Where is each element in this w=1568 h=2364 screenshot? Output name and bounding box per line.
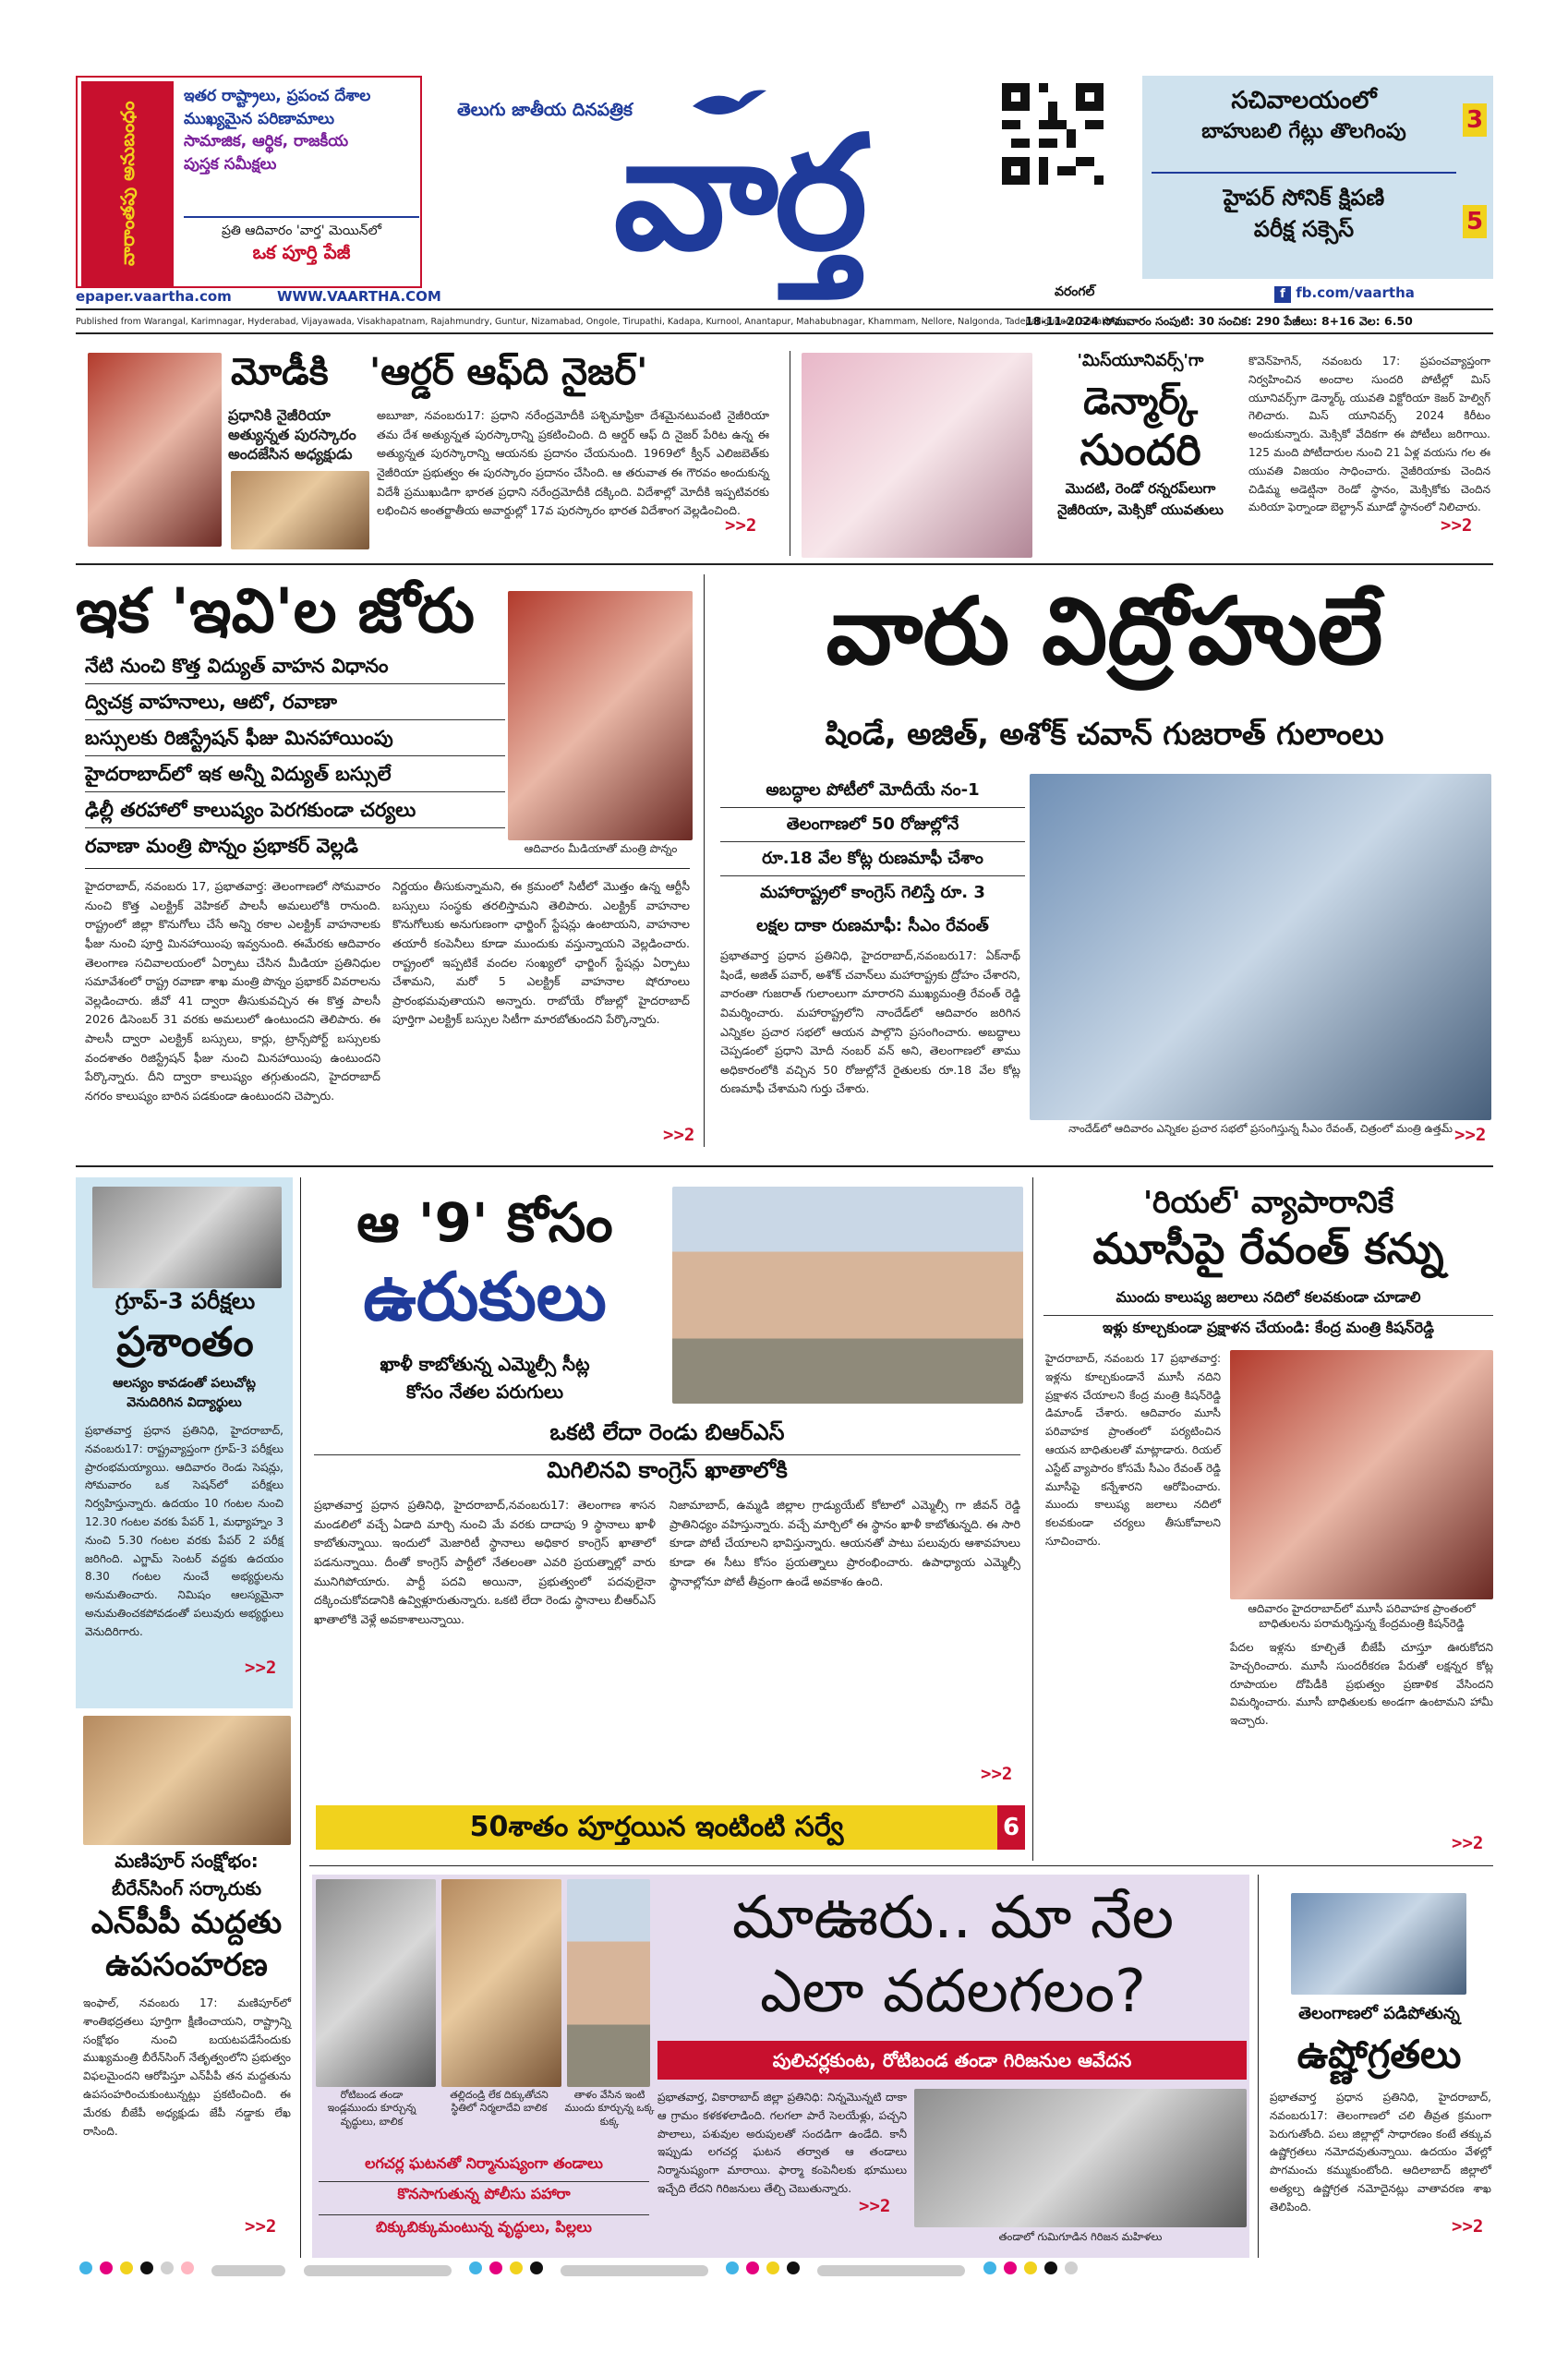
continued-marker[interactable]: >>2	[245, 1658, 277, 1678]
continued-marker[interactable]: >>2	[1452, 2216, 1484, 2237]
mlc-headline-b: ఉరుకులు	[363, 1258, 607, 1335]
continued-marker[interactable]: >>2	[1441, 515, 1473, 536]
musi-sub1: ముందు కాలుష్య జలాలు నదిలో కలవకుండా చూడాలి	[1043, 1288, 1493, 1316]
exam-photo	[92, 1187, 282, 1288]
ponnam-photo	[508, 591, 693, 840]
manipur-headline-a: మణిపూర్ సంక్షోభం:	[115, 1850, 259, 1872]
tanda-photo-1	[316, 1879, 436, 2087]
promo-line: ఇతర రాష్ట్రాలు, ప్రపంచ దేశాల	[184, 87, 371, 105]
lead-point: లక్షల దాకా రుణమాఫీ: సీఎం రేవంత్	[756, 916, 989, 935]
modi-headline-b: 'ఆర్డర్ ఆఫ్‌ది నైజర్'	[369, 351, 648, 393]
lead-photo-caption: నాందేడ్‌లో ఆదివారం ఎన్నికల ప్రచార సభలో ప్రసంగిస్తున్న సీఎం రేవంత్, చిత్రంలో మంత్రి ఉత్తమ్	[1068, 1122, 1453, 1135]
manipur-photo	[83, 1716, 291, 1845]
survey-page-number: 6	[997, 1805, 1025, 1850]
modi-body: అబూజా, నవంబరు17: ప్రధాని నరేంద్రమోదీకి పశ్చిమాఫ్రికా దేశమైనటువంటి నైజీరియా తమ దేశ అత్యున్నత పురస్కారాన్ని ప్రకటించింది. ది ఆర్డర్ ఆఫ్ ది నైజర్ పేరిట ఉన్న ఈ అత్యున్నత పురస్కారాన్ని ఆయనకు ప్రదానం చేయనుంది. 1969లో క్వీన్ ఎలిజబెత్‌కు నైజీరియా ప్రభుత్వం ఈ పురస్కారం ప్రదానం చేసింది. ఆ తరువాత ఈ గౌరవం అందుకున్న విదేశీ ప్రముఖుడిగా భారత ప్రధాని నరేంద్రమోదీకి దక్కింది. విదేశాల్లో మోదీకి ఇప్పటివరకు లభించిన అంతర్జాతీయ అవార్డుల్లో 17వ పురస్కారం భారత విదేశాంగ వెల్లడించింది.	[377, 408, 769, 518]
maa-caption-2: తల్లిదండ్రి లేక దిక్కుతోచని స్థితిలో నిర్మలాదేవి బాలిక	[450, 2089, 549, 2115]
promo-line: ముఖ్యమైన పరిణామాలు	[184, 109, 334, 128]
website-url[interactable]: WWW.VAARTHA.COM	[277, 288, 441, 305]
modi-headline-a: మోడీకి	[231, 351, 329, 393]
masthead-tagline: తెలుగు జాతీయ దినపత్రిక	[457, 100, 633, 120]
teaser-line: పరీక్ష సక్సెస్	[1253, 216, 1355, 242]
group3-headline-b: ప్రశాంతం	[116, 1319, 254, 1366]
survey-text: 50శాతం పూర్తయిన ఇంటింటి సర్వే	[469, 1811, 844, 1843]
maa-sub: పులిచర్లకుంట, రోటిబండ తండా గిరిజనుల ఆవేదన	[657, 2041, 1247, 2080]
dateline: 18-11-2024 సోమవారం సంపుటి: 30 సంచిక: 290 పేజీలు: 8+16 వెల: 6.50	[1025, 314, 1413, 328]
ev-headline: ఇక 'ఇవి'ల జోరు	[76, 575, 476, 646]
miss-headline-b: సుందరి	[1080, 425, 1201, 475]
musi-body-col2: పేదల ఇళ్లను కూల్చితే బీజేపీ చూస్తూ ఊరుకోదని హెచ్చరించారు. మూసీ సుందరీకరణ పేరుతో లక్షన్నర కోట్ల రూపాయల దోపిడీకి ప్రభుత్వం ప్రణాళిక వేసిందని విమర్శించారు. మూసీ బాధితులకు అండగా ఉంటామని హామీ ఇచ్చారు.	[1230, 1641, 1493, 1728]
group3-headline-a: గ్రూప్-3 పరీక్షలు	[115, 1288, 256, 1314]
musi-headline: మూసీపై రేవంత్ కన్ను	[1092, 1224, 1444, 1273]
ev-body-col2: నిర్ణయం తీసుకున్నామని, ఈ క్రమంలో సిటీలో మొత్తం ఉన్న ఆర్టీసీ బస్సులు సంస్థకు తరలిస్తామని తెలిపారు. ఎలక్ట్రిక్ వాహనాల కొనుగోలుకు అనుగుణంగా ఛార్జింగ్ స్టేషన్లు ఉంటాయని, వాహనాల తయారీ కంపెనీలు కూడా ముందుకు వస్తున్నాయని వెల్లడించారు. రాష్ట్రంలో ఇప్పటికే వందల సంఖ్యలో ఛార్జింగ్ స్టేషన్లు ఏర్పాటు చేశామని, మరో 5 ఎలక్ట్రిక్ వాహనాల షోరూంలు ప్రారంభమవుతాయని అన్నారు. రాబోయే రోజుల్లో హైదరాబాద్ పూర్తిగా ఎలక్ట్రిక్ బస్సుల సిటీగా మారబోతుందని పేర్కొన్నారు.	[392, 879, 690, 1027]
lead-body-col1: ప్రభాతవార్త ప్రధాన ప్రతినిధి, హైదరాబాద్,నవంబరు17: ఏక్‌నాథ్ షిండే, అజిత్ పవార్, అశోక్ చవాన్‌లు మహారాష్ట్రకు ద్రోహం చేశారని, వారంతా గుజరాత్ గులాంలుగా మారారని ముఖ్యమంత్రి రేవంత్ రెడ్డి విమర్శించారు. మహారాష్ట్రలోని నాందేడ్‌లో ఆదివారం జరిగిన ఎన్నికల ప్రచార సభలో ఆయన పాల్గొని ప్రసంగించారు. అబద్ధాలు చెప్పడంలో ప్రధాని మోదీ నంబర్ వన్ అని, తెలంగాణలో తాము అధికారంలోకి వచ్చిన 50 రోజుల్లోనే రైతులకు రూ.18 వేల కోట్ల రుణమాఫీ చేశామని గుర్తు చేశారు.	[720, 948, 1020, 1096]
miss-body: కొవెన్‌హెగెన్, నవంబరు 17: ప్రపంచవ్యాప్తంగా నిర్వహించిన అందాల సుందరి పోటీల్లో మిస్ యూనివర్స్‌గా డెన్మార్క్ యువతి విక్టోరియా కెజర్ హెల్విగ్ గెలిచారు. మిస్ యూనివర్స్ 2024 కిరీటం అందుకున్నారు. మెక్సికో వేదికగా ఈ పోటీలు జరిగాయి. 125 మంది పోటీదారుల నుంచి 21 ఏళ్ల వయసు గల ఈ యువతి విజయం సాధించారు. నైజీరియాకు చెందిన చిడిమ్మ అడెట్షినా రెండో స్థానం, మెక్సికోకు చెందిన మరియా ఫెర్నాండా బెల్ట్రాన్ మూడో స్థానంలో నిలిచారు.	[1248, 355, 1490, 514]
teaser-line: బాహుబలి గేట్లు తొలగింపు	[1201, 120, 1406, 143]
mlc-sub4: మిగిలినవి కాంగ్రెస్ ఖాతాలోకి	[547, 1457, 788, 1483]
mlc-sub1: ఖాళీ కాబోతున్న ఎమ్మెల్సీ సీట్ల	[380, 1353, 590, 1375]
teaser-line: సచివాలయంలో	[1231, 87, 1377, 115]
promo-line: సామాజిక, ఆర్థిక, రాజకీయ	[184, 132, 349, 151]
lead-headline: వారు విద్రోహులే	[826, 577, 1383, 685]
maa-caption-1: రోటిబండ తండా ఇండ్లముందు కూర్చున్న వృద్ధులు, బాలిక	[327, 2089, 416, 2128]
maa-red-3: బిక్కుబిక్కుమంటున్న వృద్ధులు, పిల్లలు	[319, 2214, 649, 2239]
ev-bullet: ఢిల్లీ తరహాలో కాలుష్యం పెరగకుండా చర్యలు	[85, 792, 505, 828]
teaser-page-number: 5	[1463, 205, 1487, 238]
group3-sub: ఆలస్యం కావడంతో పలుచోట్ల వెనుదిరిగిన విద్యార్థులు	[113, 1376, 256, 1410]
sunday-promo-box	[76, 76, 422, 288]
maa-red-1: లగచర్ల ఘటనతో నిర్మానుష్యంగా తండాలు	[365, 2154, 603, 2172]
maa-caption-3: తాళం వేసిన ఇంటి ముందు కూర్చున్న ఒక్క కుక్క	[564, 2089, 655, 2128]
ev-photo-caption: ఆదివారం మీడియాతో మంత్రి పొన్నం	[524, 842, 678, 855]
continued-marker[interactable]: >>2	[981, 1764, 1013, 1784]
manipur-headline-d: ఉపసంహరణ	[105, 1947, 268, 1984]
cold-kicker: తెలంగాణలో పడిపోతున్న	[1298, 2004, 1460, 2023]
tanda-photo-3	[567, 1879, 650, 2087]
miss-kicker: 'మిస్‌యూనివర్స్'గా	[1077, 351, 1204, 370]
ev-bullet: నేటి నుంచి కొత్త విద్యుత్ వాహన విధానం	[85, 648, 505, 684]
mlc-body-col2: నిజామాబాద్, ఉమ్మడి జిల్లాల గ్రాడ్యుయేట్ కోటాలో ఎమ్మెల్సీ గా జీవన్ రెడ్డి ప్రాతినిధ్యం వహిస్తున్నారు. వచ్చే మార్చిలో ఈ స్థానం ఖాళీ కాబోతున్నది. ఈ సారి కూడా పోటీ చేయాలని భావిస్తున్నారు. ఆయనతో పాటు పలువురు ఆశావహులు కూడా ఈ సీటు కోసం ప్రయత్నాలు ప్రారంభించారు. ఉపాధ్యాయ ఎమ్మెల్సీ స్థానాల్లోనూ పోటీ తీవ్రంగా ఉండే అవకాశం ఉంది.	[669, 1498, 1020, 1588]
winter-photo	[1291, 1893, 1466, 1995]
continued-marker[interactable]: >>2	[1452, 1833, 1484, 1853]
mlc-body-col1: ప్రభాతవార్త ప్రధాన ప్రతినిధి, హైదరాబాద్,నవంబరు17: తెలంగాణ శాసన మండలిలో వచ్చే ఏడాది మార్చి నుంచి మే వరకు దాదాపు 9 స్థానాలు ఖాళీ కాబోతున్నాయి. ఇందులో మెజారిటీ స్థానాలు అధికార కాంగ్రెస్ ఖాతాలో పడనున్నాయి. దీంతో కాంగ్రెస్ పార్టీలో నేతలంతా ఎవరి ప్రయత్నాల్లో వారు మునిగిపోయారు. పార్టీ పదవి అయినా, ప్రభుత్వంలో పదవులైనా దక్కించుకోవడానికి ఉవ్విళ్లూరుతున్నారు. ఒకటి లేదా రెండు స్థానాలు బీఆర్ఎస్ ఖాతాలోకి వెళ్లే అవకాశాలున్నాయి.	[314, 1498, 656, 1626]
continued-marker[interactable]: >>2	[663, 1125, 695, 1145]
maa-photo-caption: తండాలో గుమిగూడిన గిరిజన మహిళలు	[998, 2230, 1163, 2243]
musi-photo-caption: ఆదివారం హైదరాబాద్‌లో మూసీ పరివాహక ప్రాంతంలో బాధితులను పరామర్శిస్తున్న కేంద్రమంత్రి కిషన్‌రెడ్డి	[1248, 1602, 1476, 1630]
mlc-headline-a: ఆ '9' కోసం	[356, 1191, 613, 1254]
mlc-sub2: కోసం నేతల పరుగులు	[405, 1381, 563, 1403]
lead-point: రూ.18 వేల కోట్ల రుణమాఫీ చేశాం	[720, 842, 1025, 876]
cold-body: ప్రభాతవార్త ప్రధాన ప్రతినిధి, హైదరాబాద్, నవంబరు17: తెలంగాణలో చలి తీవ్రత క్రమంగా పెరుగుతోంది. పలు జిల్లాల్లో సాధారణం కంటే తక్కువ ఉష్ణోగ్రతలు నమోదవుతున్నాయి. ఉదయం వేళల్లో పొగమంచు కమ్ముకుంటోంది. ఆదిలాబాద్ జిల్లాలో అత్యల్ప ఉష్ణోగ్రత నమోదైనట్లు వాతావరణ శాఖ తెలిపింది.	[1270, 2091, 1491, 2213]
ev-bullet: హైదరాబాద్‌లో ఇక అన్నీ విద్యుత్ బస్సులే	[85, 756, 505, 792]
teaser-page-number: 3	[1463, 103, 1487, 137]
promo-bottom: ప్రతి ఆదివారం 'వార్త' మెయిన్‌లో	[221, 223, 382, 238]
manipur-headline-c: ఎన్‌పీపీ మద్దతు	[90, 1904, 283, 1941]
survey-banner[interactable]	[316, 1805, 997, 1850]
maa-red-2: కొనసాగుతున్న పోలీసు పహారా	[319, 2181, 649, 2206]
continued-marker[interactable]: >>2	[1454, 1125, 1487, 1145]
qr-code-icon[interactable]	[1002, 83, 1104, 185]
lead-subhead: షిండే, అజిత్, అశోక్ చవాన్ గుజరాత్ గులాంలు	[825, 716, 1384, 752]
manipur-body: ఇంఫాల్, నవంబరు 17: మణిపూర్‌లో శాంతిభద్రతలు పూర్తిగా క్షీణించాయని, రాష్ట్రాన్ని సంక్షోభం నుంచి బయటపడేసేందుకు ముఖ్యమంత్రి బీరేన్‌సింగ్ నేతృత్వంలోని ప్రభుత్వం విఫలమైందని ఆరోపిస్తూ ఎన్‌పీపీ తన మద్దతును ఉపసంహరించుకుంటున్నట్లు ప్రకటించింది. ఈ మేరకు బీజేపీ అధ్యక్షుడు జేపీ నడ్డాకు లేఖ రాసింది.	[83, 1996, 291, 2138]
cold-headline: ఉష్ణోగ్రతలు	[1297, 2032, 1462, 2077]
maa-headline-b: ఎలా వదలగలం?	[759, 1958, 1147, 2026]
council-building-photo	[672, 1187, 1023, 1404]
ev-bullet: ద్విచక్ర వాహనాలు, ఆటో, రవాణా	[85, 684, 505, 720]
promo-line: పుస్తక సమీక్షలు	[184, 154, 277, 174]
lead-point: అబద్ధాల పోటీలో మోదీయే నం-1	[720, 774, 1025, 808]
continued-marker[interactable]: >>2	[859, 2196, 891, 2216]
maa-body: ప్రభాతవార్త, వికారాబాద్ జిల్లా ప్రతినిధి: నిన్నమొన్నటి దాకా ఆ గ్రామం కళకళలాడింది. గలగలా పారే సెలయేళ్లు, పచ్చని పొలాలు, పశువుల అరుపులతో సందడిగా ఉండేది. కానీ ఇప్పుడు లగచర్ల ఘటన తర్వాత ఆ తండాలు నిర్మానుష్యంగా మారాయి. ఫార్మా కంపెనీలకు భూములు ఇచ్చేది లేదని గిరిజనులు తేల్చి చెబుతున్నారు.	[657, 2091, 907, 2195]
facebook-url[interactable]: fb.com/vaartha	[1296, 284, 1415, 301]
facebook-icon: f	[1274, 286, 1291, 303]
published-from: Published from Warangal, Karimnagar, Hyderabad, Vijayawada, Visakhapatnam, Rajahmundry, Guntur, Nizamabad, Ongole, Tirupathi, Kadapa, Kurnool, Anantapur, Mahabubnagar, Khammam, Nellore, Nalgonda, Tadepalligudem, Srikakulam	[76, 317, 1129, 327]
teaser-line: హైపర్ సోనిక్ క్షిపణి	[1223, 185, 1385, 211]
promo-bottom-strong: ఒక పూర్తి పేజీ	[252, 241, 351, 263]
miss-sub: మొదటి, రెండో రన్నరప్‌లుగా నైజీరియా, మెక్సికో యువతులు	[1057, 480, 1224, 518]
maa-headline-a: మాఊరు.. మా నేల	[731, 1884, 1175, 1952]
musi-kicker: 'రియల్' వ్యాపారానికే	[1142, 1184, 1394, 1220]
modi-photo	[88, 353, 222, 547]
musi-sub2: ఇళ్లు కూల్చకుండా ప్రక్షాళన చేయండి: కేంద్ర మంత్రి కిషన్‌రెడ్డి	[1103, 1319, 1434, 1336]
sunday-banner: వారాంతపు అనుబంధం	[81, 81, 174, 286]
ev-body-col1: హైదరాబాద్, నవంబరు 17, ప్రభాతవార్త: తెలంగాణలో సోమవారం నుంచి కొత్త ఎలక్ట్రిక్ వెహికల్ పాలసీ అమలులోకి రానుంది. రాష్ట్రంలో జిల్లా కొనుగోలు చేసే అన్ని రకాల ఎలక్ట్రిక్ వాహనాలకు ఫీజు నుంచి పూర్తి మినహాయింపు ఇవ్వనుంది. ఈమేరకు ఆదివారం తెలంగాణ సచివాలయంలో ఏర్పాటు చేసిన మీడియా ప్రతినిధుల సమావేశంలో రాష్ట్ర రవాణా శాఖ మంత్రి పొన్నం ప్రభాకర్ వివరాలను వెల్లడించారు. జీవో 41 ద్వారా తీసుకువచ్చిన ఈ కొత్త పాలసీ 2026 డిసెంబర్ 31 వరకు అమలులో ఉంటుందని తెలిపారు. ఈ పాలసీ ద్వారా ఎలక్ట్రిక్ బస్సులు, కార్లు, ట్రాన్స్‌పోర్ట్ బస్సులకు వందశాతం రిజిస్ట్రేషన్ ఫీజు నుంచి మినహాయింపు ఉంటుందని పేర్కొన్నారు. దీని ద్వారా కాలుష్యం తగ్గుతుందని, హైదరాబాద్ నగరం కాలుష్యం బారిన పడకుండా ఉంటుందని చెప్పారు.	[85, 879, 380, 1103]
kishan-reddy-photo	[1230, 1350, 1493, 1599]
lead-point: తెలంగాణలో 50 రోజుల్లోనే	[720, 808, 1025, 842]
ev-bullet: బస్సులకు రిజిస్ట్రేషన్ ఫీజు మినహాయింపు	[85, 720, 505, 756]
musi-body-col1: హైదరాబాద్, నవంబరు 17 ప్రభాతవార్త: ఇళ్లను కూల్చకుండానే మూసీ నదిని ప్రక్షాళన చేయాలని కేంద్ర మంత్రి కిషన్‌రెడ్డి డిమాండ్ చేశారు. ఆదివారం మూసీ పరివాహక ప్రాంతంలో పర్యటించిన ఆయన బాధితులతో మాట్లాడారు. రియల్ ఎస్టేట్ వ్యాపారం కోసమే సీఎం రేవంత్ రెడ్డి మూసీపై కన్నేశారని ఆరోపించారు. ముందు కాలుష్య జలాలు నదిలో కలవకుండా చర్యలు తీసుకోవాలని సూచించారు.	[1045, 1352, 1221, 1548]
tanda-women-photo	[914, 2089, 1247, 2227]
lead-point: మహారాష్ట్రలో కాంగ్రెస్ గెలిస్తే రూ. 3	[760, 883, 985, 902]
continued-marker[interactable]: >>2	[725, 515, 757, 536]
continued-marker[interactable]: >>2	[245, 2216, 277, 2237]
modi-award-photo	[231, 471, 369, 549]
edition-city: వరంగల్	[1055, 284, 1095, 299]
manipur-headline-b: బీరేన్‌సింగ్ సర్కారుకు	[111, 1877, 262, 1900]
mlc-sub3: ఒకటి లేదా రెండు బిఆర్ఎస్	[314, 1419, 1020, 1455]
registration-marks	[76, 2261, 1493, 2288]
group3-body: ప్రభాతవార్త ప్రధాన ప్రతినిధి, హైదరాబాద్, నవంబరు17: రాష్ట్రవ్యాప్తంగా గ్రూప్-3 పరీక్షలు ప్రారంభమయ్యాయి. ఆదివారం రెండు సెషన్లు, సోమవారం ఒక సెషన్‌లో పరీక్షలు నిర్వహిస్తున్నారు. ఉదయం 10 గంటల నుంచి 12.30 గంటల వరకు పేపర్ 1, మధ్యాహ్నం 3 నుంచి 5.30 గంటల వరకు పేపర్ 2 పరీక్ష జరిగింది. ఎగ్జామ్ సెంటర్ వద్దకు ఉదయం 8.30 గంటల నుంచే అభ్యర్థులను అనుమతించారు. నిమిషం ఆలస్యమైనా అనుమతించకపోవడంతో పలువురు అభ్యర్థులు వెనుదిరిగారు.	[85, 1424, 283, 1638]
epaper-url[interactable]: epaper.vaartha.com	[76, 288, 232, 305]
masthead-logo: వార్త	[613, 103, 864, 285]
miss-headline-a: డెన్మార్క్	[1083, 380, 1198, 423]
teaser-box[interactable]	[1142, 76, 1493, 279]
revanth-rally-photo	[1030, 774, 1491, 1120]
tanda-photo-2	[441, 1879, 561, 2087]
ev-bullet: రవాణా మంత్రి పొన్నం ప్రభాకర్ వెల్లడి	[85, 835, 358, 857]
modi-caption: ప్రధానికి నైజీరియా అత్యున్నత పురస్కారం అందజేసిన అధ్యక్షుడు	[228, 406, 356, 463]
miss-universe-photo	[802, 353, 1032, 558]
